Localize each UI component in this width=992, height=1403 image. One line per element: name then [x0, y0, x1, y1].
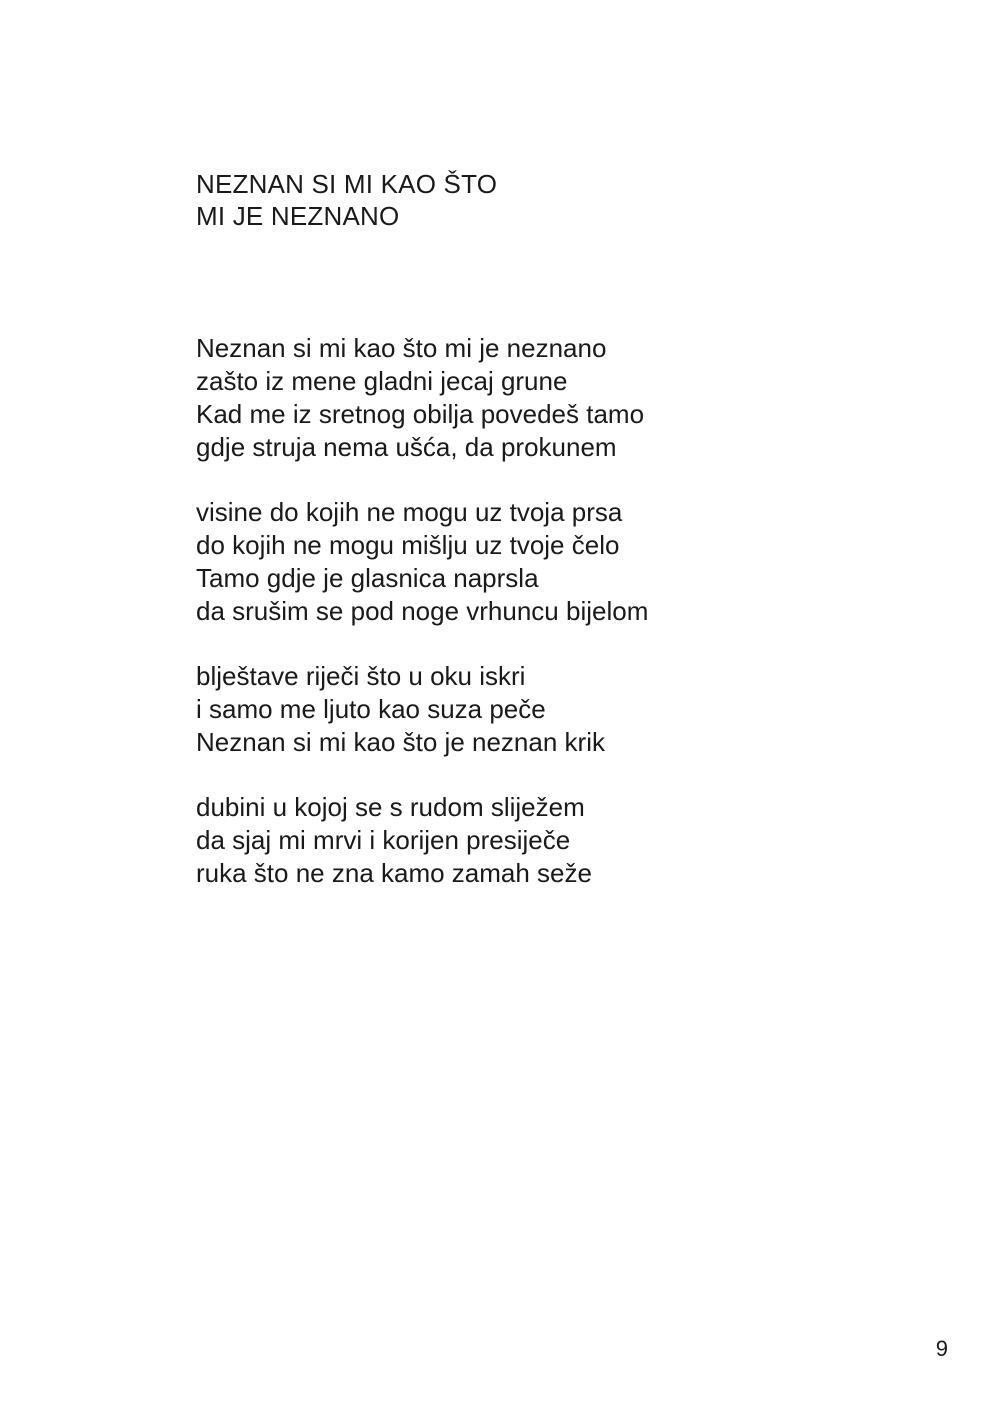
verse-line: dubini u kojoj se s rudom sliježem: [196, 792, 585, 822]
poem-title-line-1: NEZNAN SI MI KAO ŠTO: [196, 169, 498, 199]
verse-line: gdje struja nema ušća, da prokunem: [196, 432, 617, 462]
verse-line: Tamo gdje je glasnica naprsla: [196, 563, 539, 593]
verse-line: i samo me ljuto kao suza peče: [196, 694, 546, 724]
verse-line: visine do kojih ne mogu uz tvoja prsa: [196, 497, 623, 527]
verse-line: blještave riječi što u oku iskri: [196, 661, 526, 691]
verse-line: Kad me iz sretnog obilja povedeš tamo: [196, 399, 645, 429]
verse-line: zašto iz mene gladni jecaj grune: [196, 366, 568, 396]
stanza-3: [196, 660, 896, 759]
verse-line: Neznan si mi kao što mi je neznano: [196, 333, 607, 363]
verse-line: Neznan si mi kao što je neznan krik: [196, 727, 605, 757]
stanza-2: [196, 496, 896, 628]
verse-line: da sjaj mi mrvi i korijen presiječe: [196, 825, 571, 855]
stanza-4: [196, 791, 896, 890]
page-number: 9: [935, 1336, 948, 1361]
poem-title: [196, 168, 497, 232]
stanza-1: [196, 332, 896, 464]
verse-line: ruka što ne zna kamo zamah seže: [196, 858, 592, 888]
poem-body: [196, 332, 896, 922]
verse-line: do kojih ne mogu mišlju uz tvoje čelo: [196, 530, 620, 560]
verse-line: da srušim se pod noge vrhuncu bijelom: [196, 596, 649, 626]
poem-title-line-2: MI JE NEZNANO: [196, 201, 400, 231]
